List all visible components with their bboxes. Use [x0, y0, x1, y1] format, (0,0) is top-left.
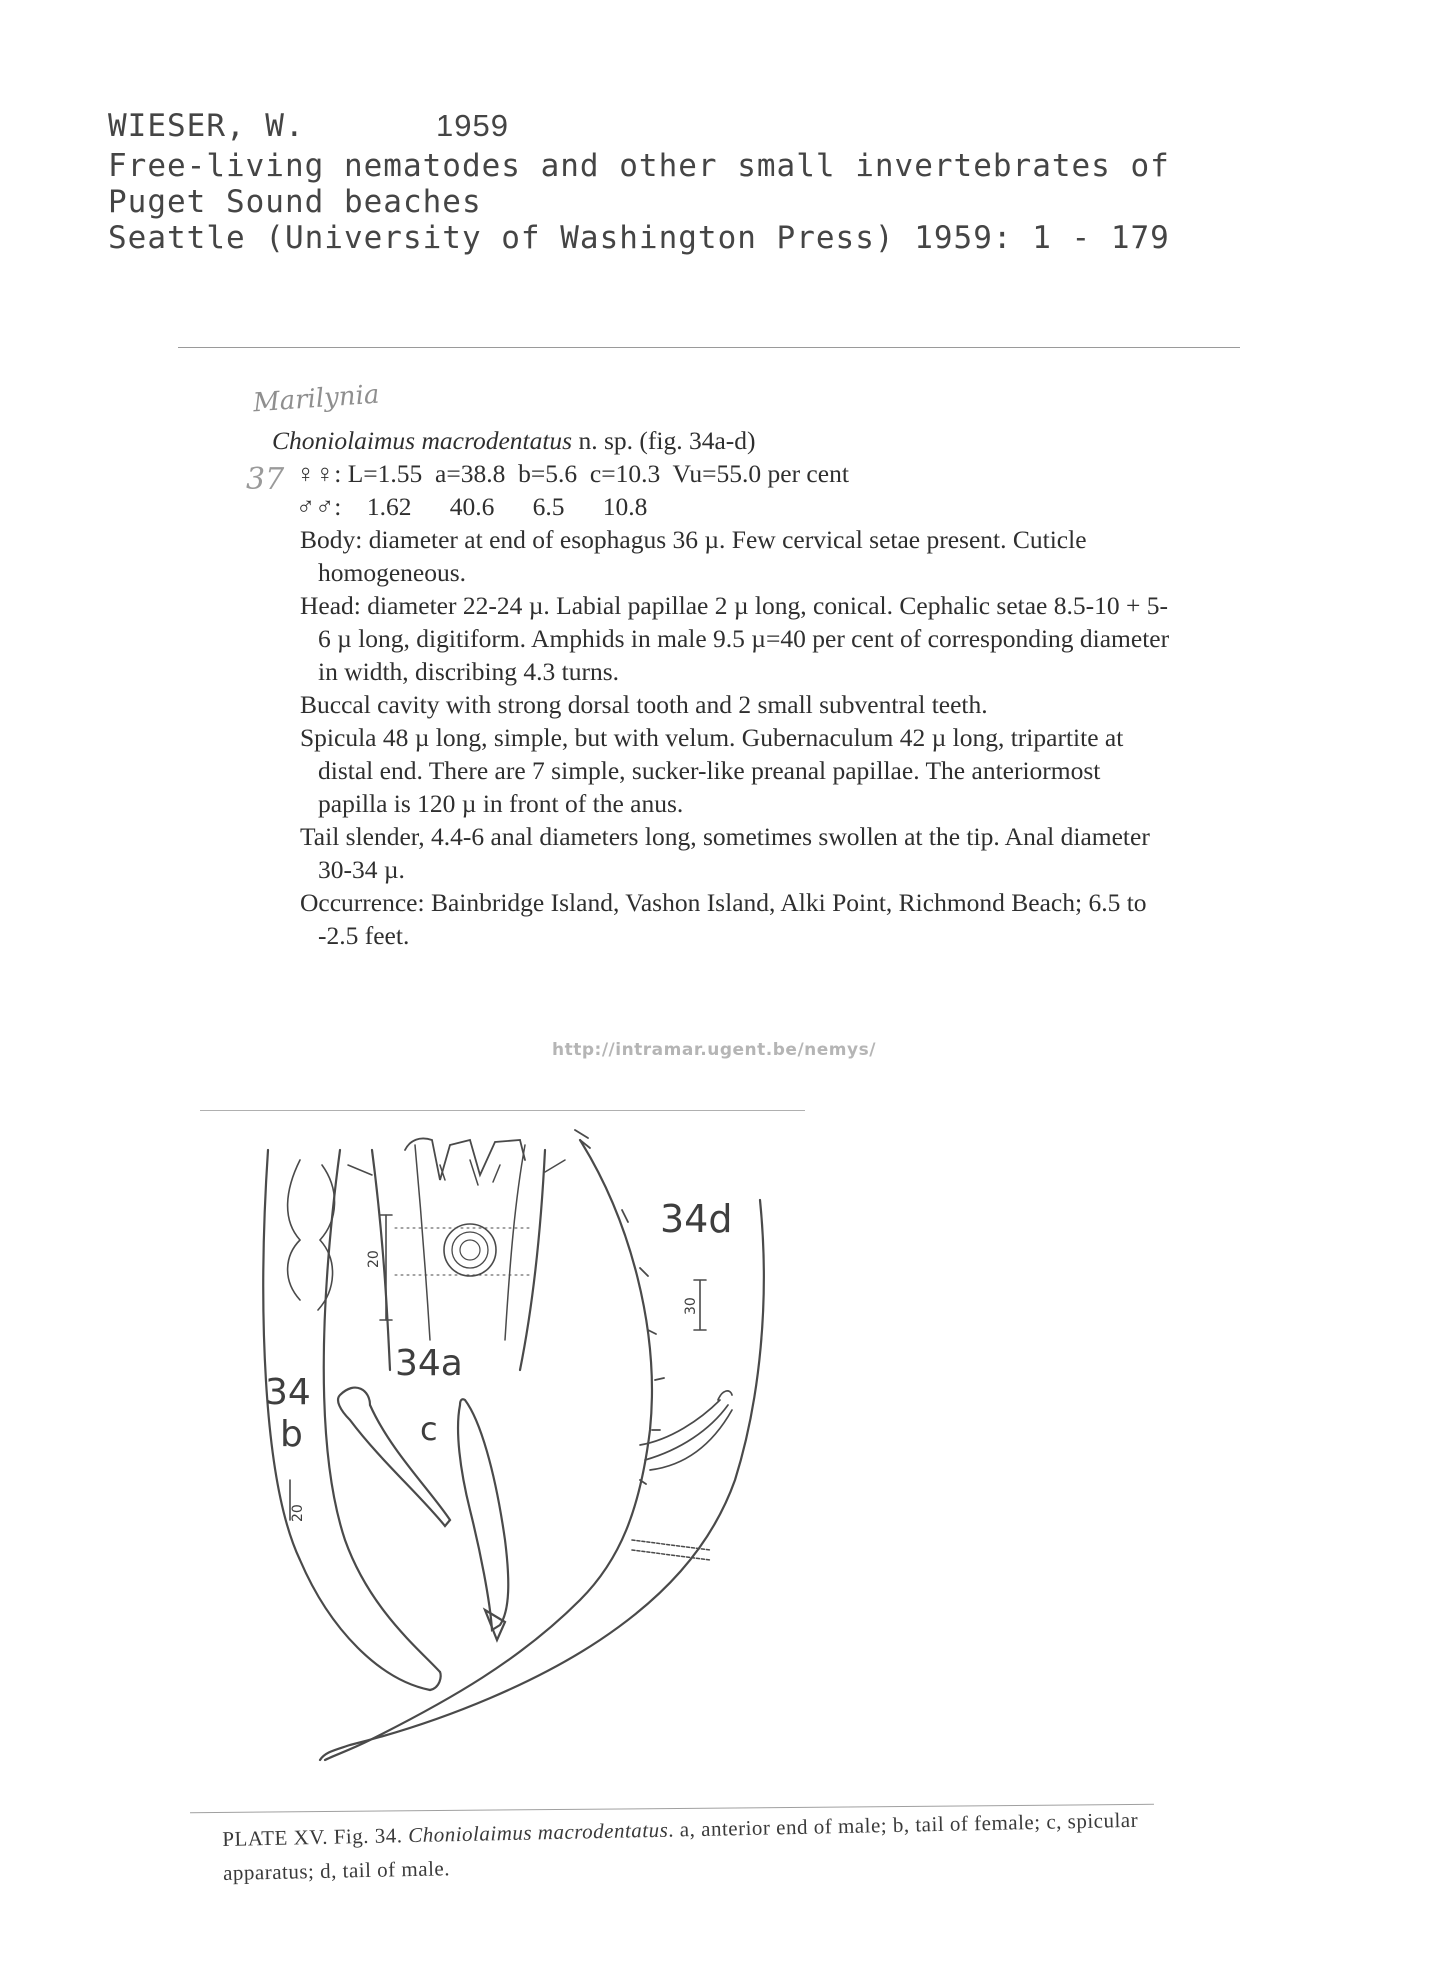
label-c: c: [420, 1410, 438, 1448]
scale-label-b: 20: [290, 1504, 306, 1522]
paragraph-occurrence: Occurrence: Bainbridge Island, Vashon Island, Alki Point, Richmond Beach; 6.5 to -2.5 feet.: [300, 888, 1147, 950]
caption-plate: PLATE XV.: [222, 1824, 329, 1851]
caption-fig: Fig. 34.: [333, 1823, 403, 1849]
label-34: 34: [265, 1372, 311, 1413]
watermark-url: http://intramar.ugent.be/nemys/: [552, 1040, 876, 1060]
paragraph-body: Body: diameter at end of esophagus 36 µ. Few cervical setae present. Cuticle homogeneous.: [300, 525, 1087, 587]
citation-author: WIESER, W.: [108, 108, 305, 144]
label-b: b: [280, 1414, 303, 1455]
caption-text: . a, anterior end of male; b, tail of female; c, spicular apparatus; d, tail of male.: [222, 1807, 1139, 1885]
male-stats: ♂♂: 1.62 40.6 6.5 10.8: [296, 492, 648, 521]
title-suffix: n. sp. (fig. 34a-d): [578, 426, 756, 455]
citation-title-line2: Puget Sound beaches: [108, 184, 482, 220]
citation-source: Seattle (University of Washington Press) 1959: 1 - 179: [108, 220, 1170, 256]
citation-year: 1959: [436, 108, 509, 143]
species-name: macrodentatus: [421, 426, 573, 455]
caption-species: Choniolaimus macrodentatus: [407, 1817, 669, 1848]
citation-title-line1: Free-living nematodes and other small invertebrates of: [108, 148, 1170, 184]
paragraph-head: Head: diameter 22-24 µ. Labial papillae 2 µ long, conical. Cephalic setae 8.5-10 + 5-6 µ long, digitiform. Amphids in male 9.5 µ=40 per cent of corresponding diameter in width, discribing 4.3 turns.: [300, 591, 1170, 686]
label-34d: 34d: [660, 1197, 733, 1241]
scale-label-a: 20: [366, 1250, 382, 1268]
paragraph-spicula: Spicula 48 µ long, simple, but with velum. Gubernaculum 42 µ long, tripartite at distal end. There are 7 simple, sucker-like preanal papillae. The anteriormost papilla is 120 µ in front of the anus.: [300, 723, 1124, 818]
paragraph-buccal: Buccal cavity with strong dorsal tooth and 2 small subventral teeth.: [300, 690, 988, 719]
genus-name: Choniolaimus: [272, 426, 416, 455]
handwritten-genus-note: Marilynia: [252, 379, 381, 419]
label-34a: 34a: [395, 1343, 463, 1384]
margin-number: 37: [246, 462, 285, 497]
scale-label-d: 30: [683, 1297, 699, 1315]
paragraph-tail: Tail slender, 4.4-6 anal diameters long, sometimes swollen at the tip. Anal diameter 30-34 µ.: [300, 822, 1150, 884]
female-stats: ♀♀: L=1.55 a=38.8 b=5.6 c=10.3 Vu=55.0 per cent: [296, 459, 849, 488]
